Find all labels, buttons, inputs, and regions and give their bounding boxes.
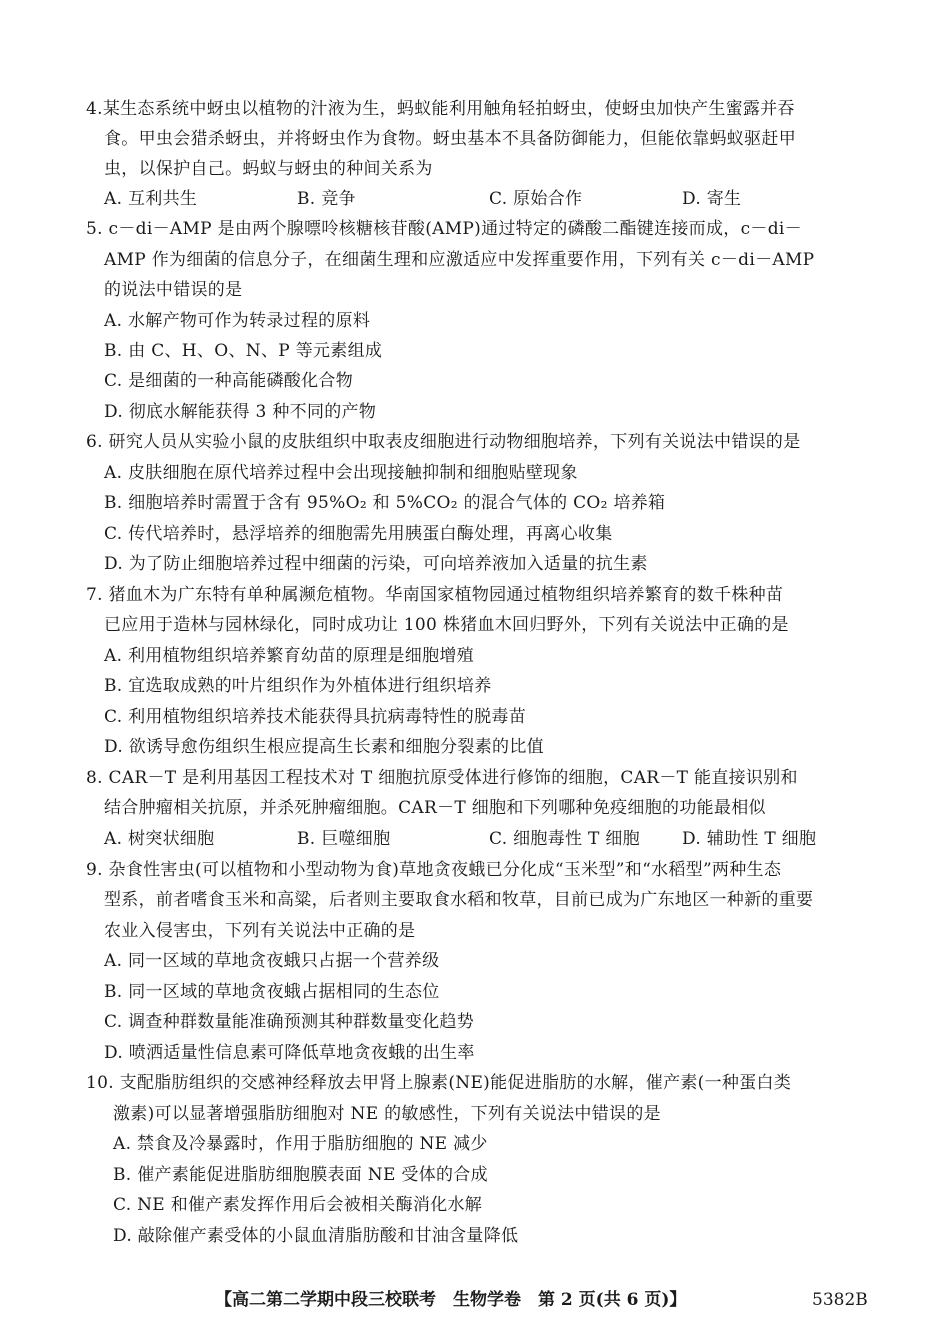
- question-6-option-d: D. 为了防止细胞培养过程中细菌的污染，可向培养液加入适量的抗生素: [104, 554, 648, 574]
- question-7-option-c: C. 利用植物组织培养技术能获得具抗病毒特性的脱毒苗: [104, 707, 527, 727]
- question-8-option-b: B. 巨噬细胞: [297, 829, 391, 849]
- question-9-option-a: A. 同一区域的草地贪夜蛾只占据一个营养级: [104, 951, 440, 971]
- question-6-option-b: B. 细胞培养时需置于含有 95%O₂ 和 5%CO₂ 的混合气体的 CO₂ 培养箱: [104, 493, 666, 513]
- question-4-option-c: C. 原始合作: [489, 189, 583, 209]
- question-5-option-b: B. 由 C、H、O、N、P 等元素组成: [104, 341, 383, 361]
- question-4-stem-line-3: 虫，以保护自己。蚂蚁与蚜虫的种间关系为: [104, 159, 433, 179]
- question-10-option-b: B. 催产素能促进脂肪细胞膜表面 NE 受体的合成: [113, 1165, 488, 1185]
- question-6-stem-line-1: 6. 研究人员从实验小鼠的皮肤组织中取表皮细胞进行动物细胞培养，下列有关说法中错误的是: [86, 432, 801, 452]
- question-8-option-a: A. 树突状细胞: [104, 829, 215, 849]
- question-4-stem-line-1: 4.某生态系统中蚜虫以植物的汁液为生，蚂蚁能利用触角轻拍蚜虫，使蚜虫加快产生蜜露并吞: [86, 99, 795, 119]
- question-5-option-a: A. 水解产物可作为转录过程的原料: [104, 311, 371, 331]
- question-10-stem-line-2: 激素)可以显著增强脂肪细胞对 NE 的敏感性，下列有关说法中错误的是: [113, 1104, 661, 1124]
- question-10-option-c: C. NE 和催产素发挥作用后会被相关酶消化水解: [113, 1195, 483, 1215]
- question-5-option-c: C. 是细菌的一种高能磷酸化合物: [104, 371, 354, 391]
- question-5-option-d: D. 彻底水解能获得 3 种不同的产物: [104, 402, 377, 422]
- question-7-stem-line-1: 7. 猪血木为广东特有单种属濒危植物。华南国家植物园通过植物组织培养繁育的数千株种苗: [86, 585, 784, 605]
- question-7-stem-line-2: 已应用于造林与园林绿化，同时成功让 100 株猪血木回归野外，下列有关说法中正确的是: [104, 615, 789, 635]
- question-4-option-a: A. 互利共生: [104, 189, 198, 209]
- question-6-option-a: A. 皮肤细胞在原代培养过程中会出现接触抑制和细胞贴壁现象: [104, 463, 578, 483]
- question-8-option-d: D. 辅助性 T 细胞: [682, 829, 817, 849]
- question-5-stem-line-2: AMP 作为细菌的信息分子，在细菌生理和应激适应中发挥重要作用，下列有关 c－di－AMP: [104, 250, 815, 270]
- question-8-option-c: C. 细胞毒性 T 细胞: [489, 829, 640, 849]
- question-10-option-a: A. 禁食及冷暴露时，作用于脂肪细胞的 NE 减少: [113, 1134, 488, 1154]
- question-6-option-c: C. 传代培养时，悬浮培养的细胞需先用胰蛋白酶处理，再离心收集: [104, 524, 613, 544]
- question-9-stem-line-3: 农业入侵害虫，下列有关说法中正确的是: [104, 921, 416, 941]
- question-7-option-d: D. 欲诱导愈伤组织生根应提高生长素和细胞分裂素的比值: [104, 737, 544, 757]
- question-5-stem-line-1: 5. c－di－AMP 是由两个腺嘌呤核糖核苷酸(AMP)通过特定的磷酸二酯键连接而成，c－di－: [86, 219, 802, 239]
- question-10-stem-line-1: 10. 支配脂肪组织的交感神经释放去甲肾上腺素(NE)能促进脂肪的水解，催产素(一种蛋白类: [86, 1073, 792, 1093]
- question-10-option-d: D. 敲除催产素受体的小鼠血清脂肪酸和甘油含量降低: [113, 1226, 519, 1246]
- question-7-option-b: B. 宜选取成熟的叶片组织作为外植体进行组织培养: [104, 676, 492, 696]
- question-9-option-b: B. 同一区域的草地贪夜蛾占据相同的生态位: [104, 982, 440, 1002]
- question-9-stem-line-1: 9. 杂食性害虫(可以植物和小型动物为食)草地贪夜蛾已分化成“玉米型”和“水稻型”两种生态: [86, 860, 782, 880]
- question-9-option-c: C. 调查种群数量能准确预测其种群数量变化趋势: [104, 1012, 475, 1032]
- question-5-stem-line-3: 的说法中错误的是: [104, 280, 243, 300]
- page-footer: 【高二第二学期中段三校联考 生物学卷 第 2 页(共 6 页)】: [215, 1290, 687, 1310]
- question-4-stem-line-2: 食。甲虫会猎杀蚜虫，并将蚜虫作为食物。蚜虫基本不具备防御能力，但能依靠蚂蚁驱赶甲: [104, 129, 796, 149]
- question-4-option-b: B. 竞争: [297, 189, 356, 209]
- exam-code: 5382B: [812, 1290, 868, 1310]
- question-8-stem-line-1: 8. CAR－T 是利用基因工程技术对 T 细胞抗原受体进行修饰的细胞，CAR－T 能直接识别和: [86, 768, 798, 788]
- question-4-option-d: D. 寄生: [682, 189, 742, 209]
- question-9-option-d: D. 喷洒适量性信息素可降低草地贪夜蛾的出生率: [104, 1043, 475, 1063]
- question-9-stem-line-2: 型系，前者嗜食玉米和高粱，后者则主要取食水稻和牧草，目前已成为广东地区一种新的重要: [104, 890, 814, 910]
- question-8-stem-line-2: 结合肿瘤相关抗原，并杀死肿瘤细胞。CAR－T 细胞和下列哪种免疫细胞的功能最相似: [104, 798, 766, 818]
- question-7-option-a: A. 利用植物组织培养繁育幼苗的原理是细胞增殖: [104, 646, 474, 666]
